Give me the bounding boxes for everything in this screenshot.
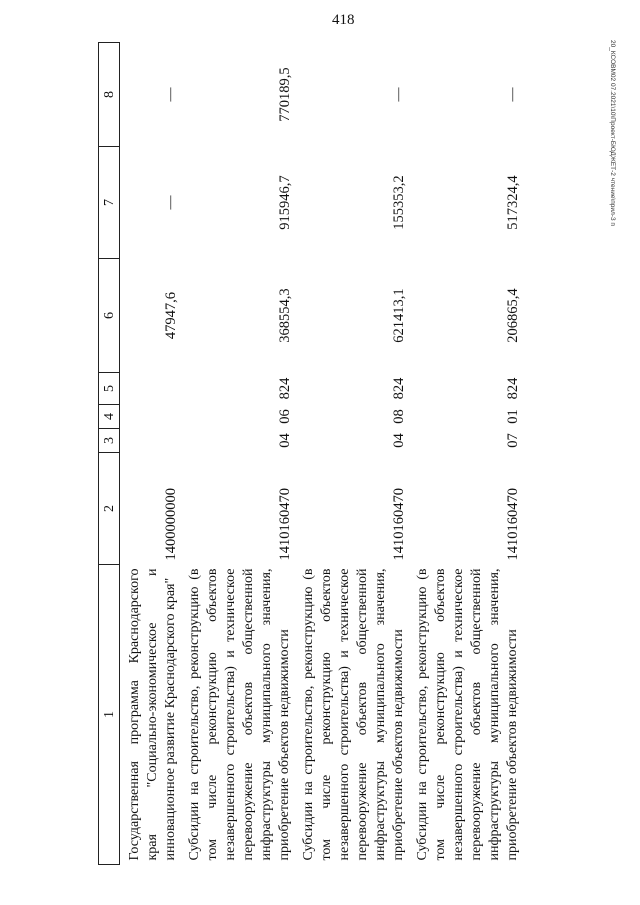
- row-name: Субсидии на строительство, реконструкцию (в том числе реконструкцию объектов незавершенного строительства) и техническое перевооружение объектов общественной инфраструктуры муниципального значения, приобретение объектов недвижимости: [415, 568, 520, 861]
- table-row: [180, 43, 294, 865]
- row-year2: 915946,7: [277, 175, 293, 230]
- row-csr: 1400000000: [163, 488, 179, 561]
- row-year3: 770189,5: [277, 67, 293, 122]
- table-row: [408, 43, 522, 865]
- row-name: Государственная программа Краснодарского края "Социально-экономическое и инновационное развитие Краснодарского края": [127, 568, 178, 861]
- header-cell: 1: [99, 565, 120, 865]
- header-cell: 8: [99, 43, 120, 147]
- row-rz: [120, 429, 181, 453]
- page-number: 418: [332, 12, 355, 28]
- row-year1: 47947,6: [163, 291, 179, 340]
- header-cell: 6: [99, 259, 120, 373]
- row-csr: 1410160470: [391, 488, 407, 561]
- row-year1: 206865,4: [505, 288, 521, 343]
- rotated-table: [98, 43, 598, 865]
- row-pr: [120, 405, 181, 429]
- row-vr: 824: [505, 377, 521, 400]
- header-cell: 4: [99, 405, 120, 429]
- row-year3: —: [163, 87, 178, 102]
- row-vr: [120, 373, 181, 405]
- table-row: [120, 43, 181, 865]
- row-rz: 04: [277, 433, 293, 448]
- row-year2: 155353,2: [391, 175, 407, 230]
- row-name: Субсидии на строительство, реконструкцию (в том числе реконструкцию объектов незавершенного строительства) и техническое перевооружение объектов общественной инфраструктуры муниципального значения, приобретение объектов недвижимости: [187, 568, 292, 861]
- header-cell: 7: [99, 147, 120, 259]
- header-cell: 2: [99, 453, 120, 565]
- row-year1: 621413,1: [391, 288, 407, 343]
- row-csr: 1410160470: [505, 488, 521, 561]
- row-csr: 1410160470: [277, 488, 293, 561]
- row-year2: 517324,4: [505, 175, 521, 230]
- header-cell: 5: [99, 373, 120, 405]
- file-path-note: 20_КСОВМ02 07.2021\10\Проект-БЮДЖЕТ-2 чтение\прил-3 п: [609, 40, 616, 226]
- row-vr: 824: [391, 377, 407, 400]
- budget-table: [98, 42, 522, 865]
- row-rz: 04: [391, 433, 407, 448]
- table-container: [98, 43, 598, 865]
- row-pr: 06: [277, 409, 293, 424]
- row-rz: 07: [505, 433, 521, 448]
- row-year3: —: [505, 87, 520, 102]
- table-row: [294, 43, 408, 865]
- header-row: [99, 43, 120, 865]
- row-pr: 08: [391, 409, 407, 424]
- row-year1: 368554,3: [277, 288, 293, 343]
- row-year3: —: [391, 87, 406, 102]
- row-year2: —: [163, 195, 178, 210]
- row-pr: 01: [505, 409, 521, 424]
- header-cell: 3: [99, 429, 120, 453]
- row-vr: 824: [277, 377, 293, 400]
- row-name: Субсидии на строительство, реконструкцию (в том числе реконструкцию объектов незавершенного строительства) и техническое перевооружение объектов общественной инфраструктуры муниципального значения, приобретение объектов недвижимости: [301, 568, 406, 861]
